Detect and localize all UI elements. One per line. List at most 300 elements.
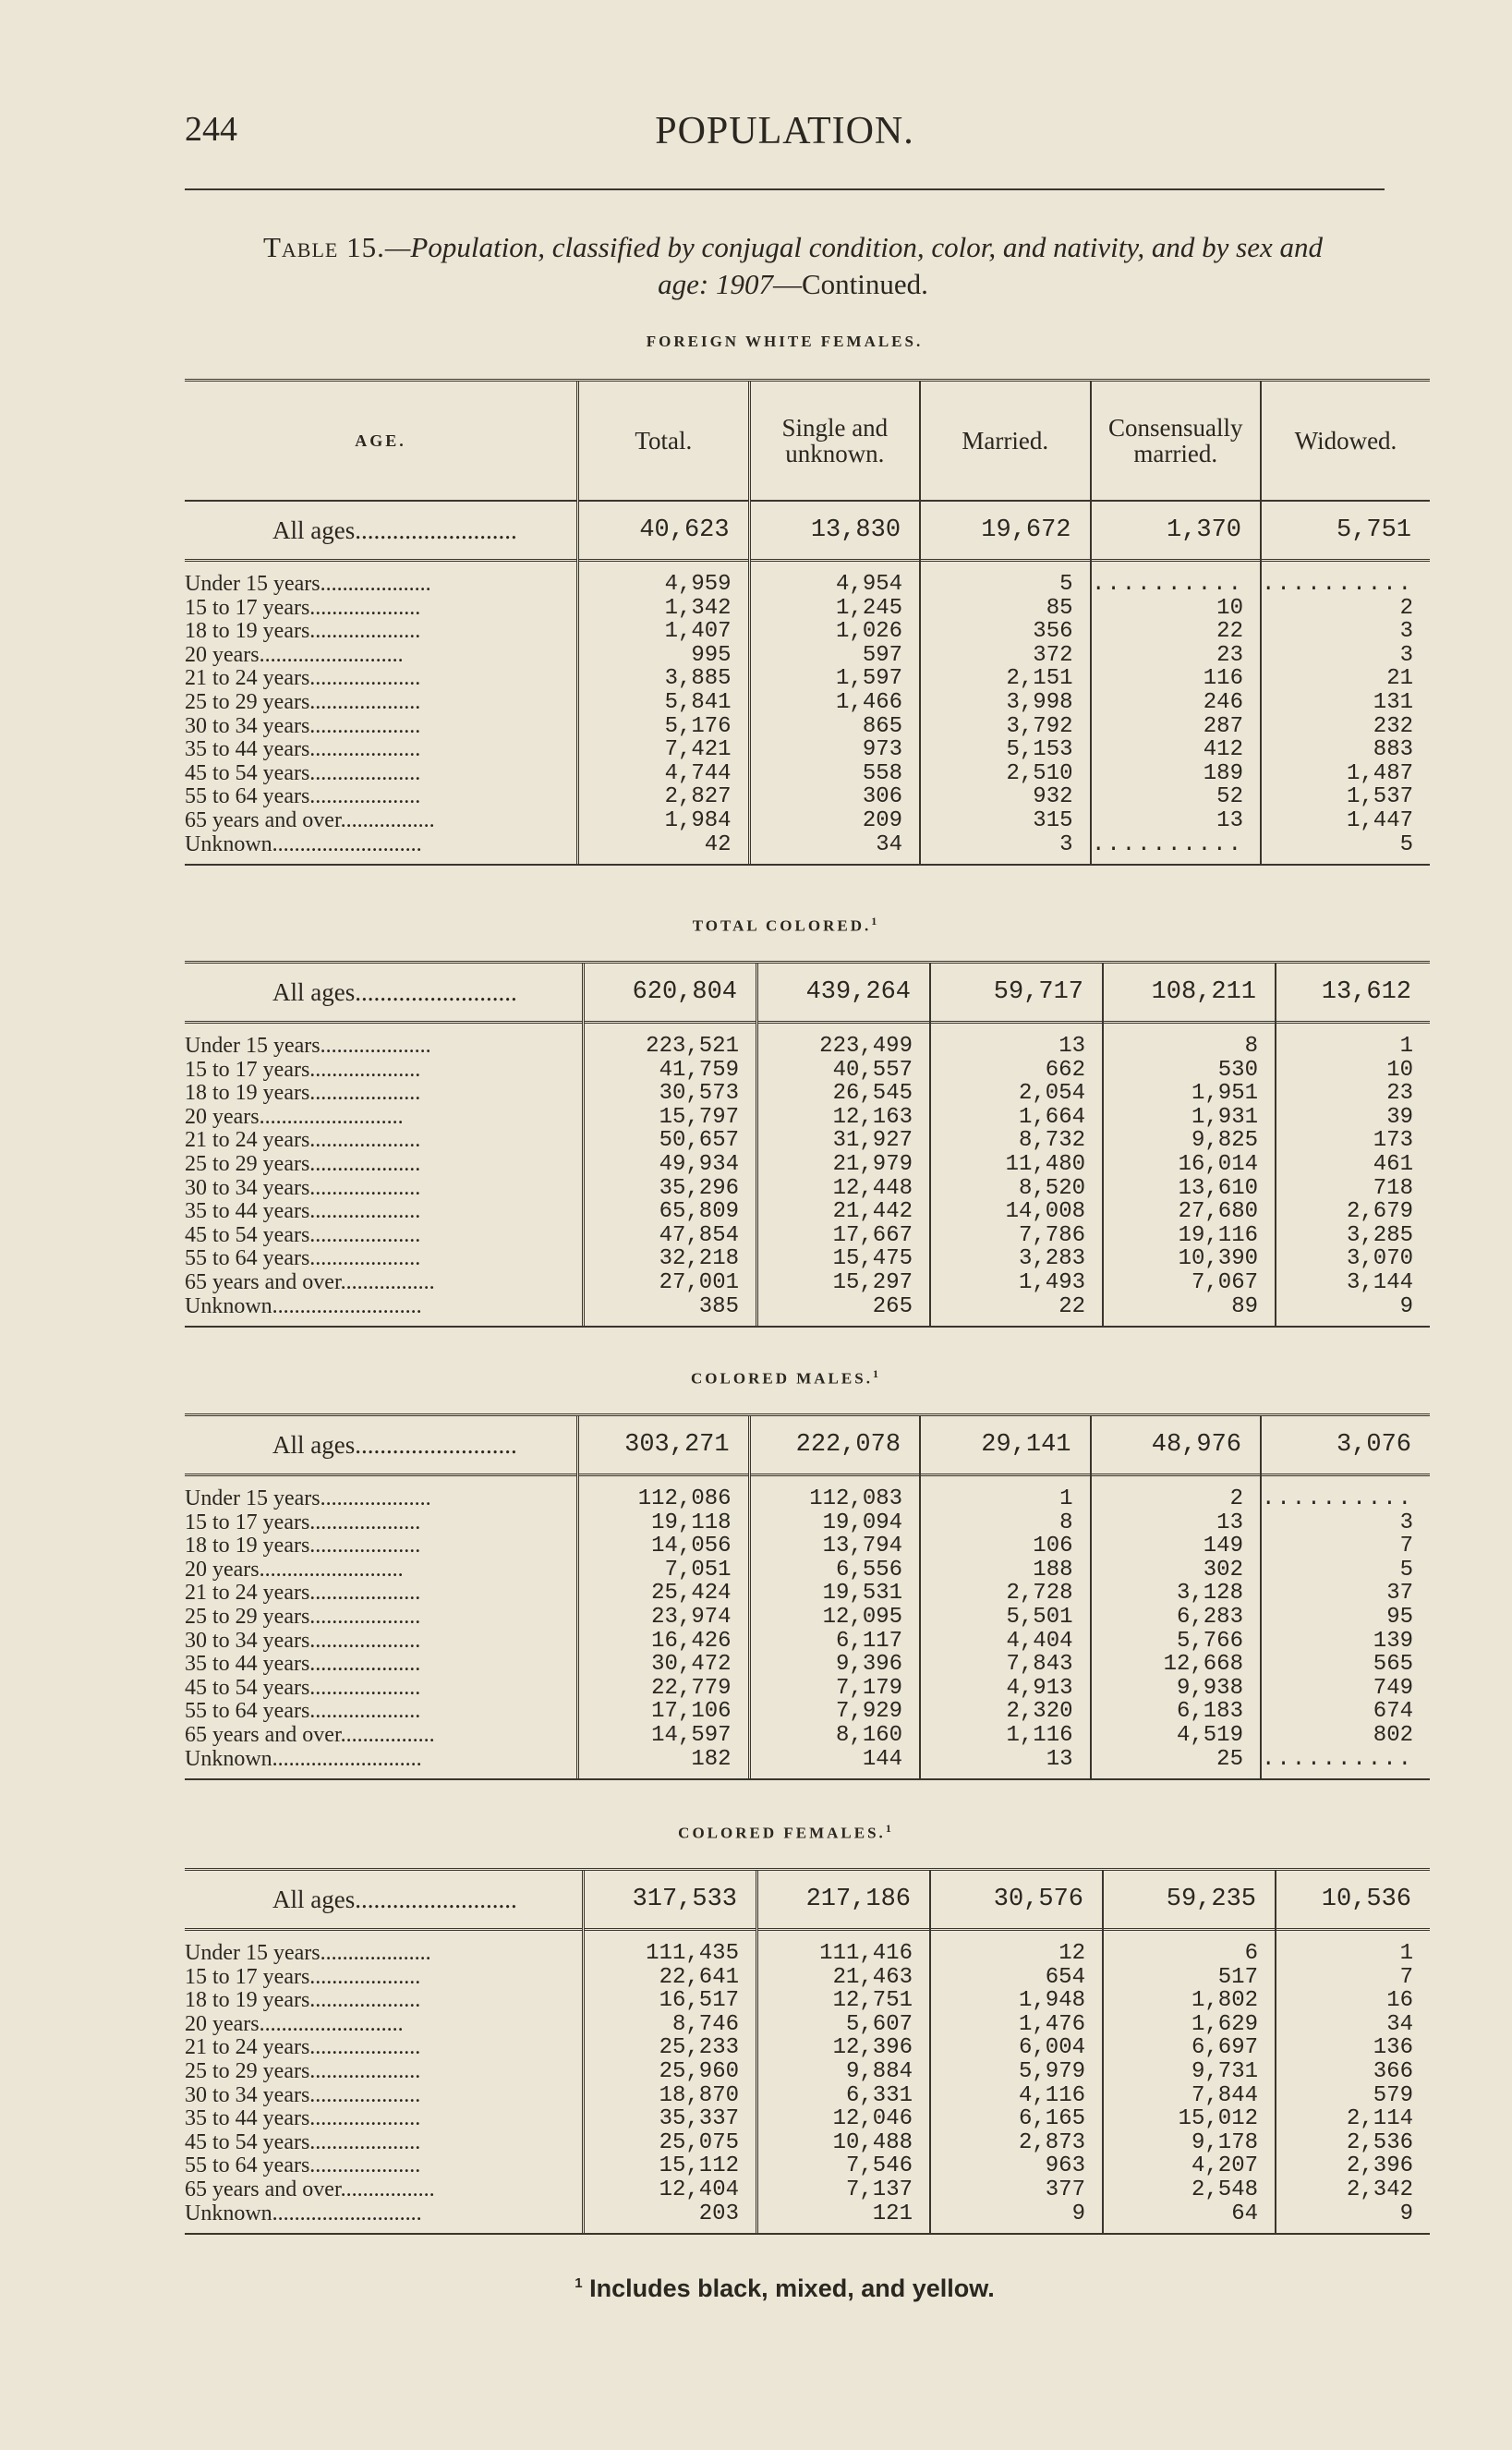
table-cell: 1 — [1059, 1486, 1073, 1511]
table-cell: 6,331 — [845, 2082, 913, 2108]
table-cell: 10,488 — [832, 2129, 913, 2155]
table-cell: 3 — [1399, 619, 1414, 645]
table-cell: 9,178 — [1191, 2129, 1258, 2155]
value-rows — [1104, 1931, 1275, 2233]
table-cell: 306 — [862, 784, 903, 810]
table-cell: 25,960 — [659, 2058, 739, 2084]
all-ages-value: 10,536 — [1276, 1871, 1430, 1931]
table-cell: 35,296 — [659, 1175, 739, 1201]
table-cell: 89 — [1231, 1293, 1258, 1319]
table-cell: 802 — [1373, 1722, 1414, 1748]
table-cell: 14,597 — [651, 1722, 732, 1748]
table-cell: 149 — [1203, 1534, 1243, 1559]
table-cell: 1,245 — [836, 595, 903, 621]
age-label: 20 years.......................... — [185, 1557, 404, 1582]
table-cell: 47,854 — [659, 1222, 739, 1248]
table-cell: 12,163 — [832, 1104, 913, 1130]
table-cell: 10,390 — [1178, 1246, 1258, 1272]
table-cell: 6 — [1244, 1941, 1258, 1966]
table-cell: 302 — [1203, 1557, 1243, 1583]
age-label: 30 to 34 years.................... — [185, 1628, 421, 1653]
section-title-text: FOREIGN WHITE FEMALES. — [646, 333, 924, 350]
table-cell: 173 — [1373, 1128, 1413, 1154]
value-rows — [1092, 562, 1260, 864]
age-rows — [185, 562, 576, 864]
table-cell: 189 — [1203, 760, 1243, 786]
age-label: 45 to 54 years.................... — [185, 1675, 421, 1700]
age-label: 15 to 17 years.................... — [185, 1964, 421, 1989]
all-ages-value: 439,264 — [758, 964, 929, 1024]
column-married — [931, 964, 1104, 1326]
column-married — [921, 1416, 1091, 1778]
section-title-text: TOTAL COLORED. — [692, 916, 872, 935]
all-ages-value: 59,235 — [1104, 1871, 1275, 1931]
table-cell: 7,179 — [836, 1675, 903, 1701]
age-label: Unknown........................... — [185, 1746, 422, 1771]
table-cell: 6,004 — [1018, 2035, 1085, 2061]
table-cell: 12,751 — [832, 1988, 913, 2014]
table-cell: 5,607 — [845, 2011, 913, 2037]
data-table — [185, 1413, 1430, 1780]
table-cell: 7,786 — [1018, 1222, 1085, 1248]
age-label: 45 to 54 years.................... — [185, 1222, 421, 1247]
age-label: 45 to 54 years.................... — [185, 2129, 421, 2154]
table-cell: 8,732 — [1018, 1128, 1085, 1154]
table-cell: 9,396 — [836, 1652, 903, 1678]
table-cell: 932 — [1033, 784, 1073, 810]
table-cell: .......... — [1261, 1486, 1414, 1511]
table-cell: 9,938 — [1176, 1675, 1243, 1701]
data-table — [185, 379, 1430, 866]
table-cell: 25,233 — [659, 2035, 739, 2061]
table-cell: 7,843 — [1006, 1652, 1073, 1678]
table-cell: 11,480 — [1005, 1151, 1085, 1177]
all-ages-label: All ages.......................... — [185, 502, 576, 562]
table-cell: 7,067 — [1191, 1269, 1258, 1295]
column-consensual — [1104, 1871, 1276, 2233]
table-cell: 9 — [1399, 2201, 1413, 2226]
running-title: POPULATION. — [655, 110, 914, 152]
table-cell: 10 — [1216, 595, 1243, 621]
all-ages-value: 5,751 — [1262, 502, 1430, 562]
table-cell: 5,176 — [664, 713, 732, 739]
table-cell: 22,779 — [651, 1675, 732, 1701]
table-cell: 5,501 — [1006, 1604, 1073, 1630]
table-cell: 5,153 — [1006, 737, 1073, 763]
table-title-suffix: —Continued. — [772, 268, 928, 300]
value-rows — [751, 1476, 919, 1778]
value-rows — [585, 1931, 756, 2233]
age-label: 65 years and over................. — [185, 1722, 435, 1747]
table-cell: .......... — [1091, 572, 1243, 597]
table-cell: 15,475 — [832, 1246, 913, 1272]
table-cell: 16,426 — [651, 1628, 732, 1654]
value-rows — [1276, 1024, 1430, 1326]
all-ages-value: 222,078 — [751, 1416, 919, 1476]
age-label: 15 to 17 years.................... — [185, 1057, 421, 1082]
table-cell: 7 — [1399, 1964, 1413, 1990]
table-cell: 3,285 — [1346, 1222, 1413, 1248]
table-cell: 39 — [1386, 1104, 1413, 1130]
table-cell: 6,117 — [836, 1628, 903, 1654]
column-single — [751, 382, 921, 864]
age-label: 20 years.......................... — [185, 1104, 404, 1129]
age-label: 15 to 17 years.................... — [185, 595, 421, 620]
table-cell: 16,014 — [1178, 1151, 1258, 1177]
age-label: 20 years.......................... — [185, 642, 404, 667]
age-label: 25 to 29 years.................... — [185, 2058, 421, 2083]
column-married — [921, 382, 1091, 864]
table-cell: 19,116 — [1178, 1222, 1258, 1248]
table-cell: 37 — [1386, 1581, 1414, 1607]
footnote-text: Includes black, mixed, and yellow. — [589, 2274, 995, 2302]
table-cell: 18,870 — [659, 2082, 739, 2108]
age-label: 55 to 64 years.................... — [185, 1246, 421, 1271]
all-ages-label: All ages.......................... — [185, 964, 582, 1024]
column-single — [758, 1871, 931, 2233]
table-cell: 40,557 — [832, 1057, 913, 1083]
table-cell: 35,337 — [659, 2106, 739, 2132]
column-total — [579, 1416, 750, 1778]
table-cell: 2,548 — [1191, 2177, 1258, 2202]
table-cell: 111,435 — [646, 1941, 739, 1966]
table-cell: 21,463 — [832, 1964, 913, 1990]
value-rows — [1276, 1931, 1430, 2233]
all-ages-value: 303,271 — [579, 1416, 747, 1476]
table-cell: 7,051 — [664, 1557, 732, 1583]
table-cell: 2,320 — [1006, 1699, 1073, 1725]
table-cell: 1,664 — [1018, 1104, 1085, 1130]
table-cell: 6,283 — [1176, 1604, 1243, 1630]
table-cell: 223,521 — [646, 1034, 739, 1059]
all-ages-value: 317,533 — [585, 1871, 756, 1931]
table-cell: 1,487 — [1347, 760, 1414, 786]
table-cell: 232 — [1373, 713, 1414, 739]
table-cell: 4,959 — [664, 572, 732, 597]
table-cell: 3,792 — [1006, 713, 1073, 739]
table-cell: 8,160 — [836, 1722, 903, 1748]
age-label: 20 years.......................... — [185, 2011, 404, 2036]
age-label: 25 to 29 years.................... — [185, 689, 421, 714]
table-cell: 12,046 — [832, 2106, 913, 2132]
table-cell: 356 — [1033, 619, 1073, 645]
table-cell: 27,001 — [659, 1269, 739, 1295]
table-cell: 13,610 — [1178, 1175, 1258, 1201]
table-cell: 1 — [1399, 1034, 1413, 1059]
table-cell: 15,797 — [659, 1104, 739, 1130]
table-cell: 139 — [1373, 1628, 1414, 1654]
table-cell: 23 — [1216, 642, 1243, 668]
column-single — [751, 1416, 921, 1778]
column-single — [758, 964, 931, 1326]
age-label: 35 to 44 years.................... — [185, 1652, 421, 1677]
table-cell: 1 — [1399, 1941, 1413, 1966]
value-rows — [1092, 1476, 1260, 1778]
column-consensual — [1092, 382, 1262, 864]
value-rows — [1262, 1476, 1430, 1778]
column-header-married: Married. — [921, 382, 1089, 502]
table-cell: 15,012 — [1178, 2106, 1258, 2132]
table-label: Table 15. — [262, 231, 385, 263]
age-label: 35 to 44 years.................... — [185, 1199, 421, 1224]
table-cell: 1,026 — [836, 619, 903, 645]
table-cell: 188 — [1033, 1557, 1073, 1583]
section-footnote-mark: 1 — [872, 1367, 878, 1380]
column-widowed — [1262, 382, 1430, 864]
table-cell: 30,573 — [659, 1081, 739, 1107]
table-cell: 12,668 — [1163, 1652, 1243, 1678]
table-cell: 17,667 — [832, 1222, 913, 1248]
value-rows — [1262, 562, 1430, 864]
table-cell: 1,984 — [664, 807, 732, 833]
table-cell: 2,396 — [1346, 2153, 1413, 2179]
age-label: Under 15 years.................... — [185, 1034, 431, 1058]
table-title-text: —Population, classified by conjugal condition, color, and nativity, and by sex and age: 1907 — [384, 231, 1323, 300]
table-cell: 12,095 — [822, 1604, 903, 1630]
table-cell: 4,954 — [836, 572, 903, 597]
table-cell: 2 — [1229, 1486, 1243, 1511]
all-ages-value: 13,830 — [751, 502, 919, 562]
table-cell: 19,118 — [651, 1510, 732, 1535]
table-cell: 31,927 — [832, 1128, 913, 1154]
table-cell: 4,913 — [1006, 1675, 1073, 1701]
data-table — [185, 961, 1430, 1328]
table-cell: 65,809 — [659, 1199, 739, 1225]
age-rows — [185, 1931, 582, 2233]
table-cell: 21 — [1386, 666, 1414, 692]
age-column — [185, 964, 585, 1326]
table-cell: 182 — [691, 1746, 732, 1772]
all-ages-value: 40,623 — [579, 502, 747, 562]
table-cell: 4,744 — [664, 760, 732, 786]
table-cell: 1,447 — [1347, 807, 1414, 833]
section-title-text: COLORED MALES. — [691, 1369, 873, 1388]
table-cell: 9,884 — [845, 2058, 913, 2084]
column-header-age: AGE. — [185, 382, 576, 502]
table-cell: 25,075 — [659, 2129, 739, 2155]
column-consensual — [1092, 1416, 1262, 1778]
table-cell: 16,517 — [659, 1988, 739, 2014]
table-cell: 265 — [872, 1293, 913, 1319]
age-label: 21 to 24 years.................... — [185, 666, 421, 691]
table-cell: 2,679 — [1346, 1199, 1413, 1225]
table-cell: 579 — [1373, 2082, 1413, 2108]
section-footnote-mark: 1 — [871, 915, 877, 928]
all-ages-value: 48,976 — [1092, 1416, 1260, 1476]
table-cell: 1,948 — [1018, 1988, 1085, 2014]
column-header-consensual: Consensually married. — [1092, 382, 1260, 502]
section-title — [185, 915, 1385, 936]
footnote — [185, 2274, 1385, 2303]
table-cell: 1,629 — [1191, 2011, 1258, 2037]
age-label: 18 to 19 years.................... — [185, 1534, 421, 1559]
table-cell: 12,396 — [832, 2035, 913, 2061]
table-cell: 1,931 — [1191, 1104, 1258, 1130]
table-columns — [185, 1871, 1430, 2233]
value-rows — [1104, 1024, 1275, 1326]
table-cell: 3,998 — [1006, 689, 1073, 715]
column-header-total: Total. — [579, 382, 747, 502]
table-cell: 41,759 — [659, 1057, 739, 1083]
value-rows — [758, 1931, 929, 2233]
table-cell: 5 — [1399, 1557, 1414, 1583]
all-ages-value: 59,717 — [931, 964, 1102, 1024]
table-cell: 22 — [1216, 619, 1243, 645]
table-cell: 377 — [1045, 2177, 1085, 2202]
table-cell: 7,421 — [664, 737, 732, 763]
page-number: 244 — [185, 110, 237, 149]
table-cell: 23,974 — [651, 1604, 732, 1630]
age-label: 30 to 34 years.................... — [185, 2082, 421, 2107]
column-widowed — [1276, 964, 1430, 1326]
table-cell: 315 — [1033, 807, 1073, 833]
table-cell: 1,493 — [1018, 1269, 1085, 1295]
age-label: 30 to 34 years.................... — [185, 1175, 421, 1200]
age-label: 45 to 54 years.................... — [185, 760, 421, 785]
data-table — [185, 1868, 1430, 2235]
table-cell: 112,083 — [809, 1486, 903, 1511]
all-ages-value: 1,370 — [1092, 502, 1260, 562]
column-widowed — [1276, 1871, 1430, 2233]
table-cell: 49,934 — [659, 1151, 739, 1177]
table-cell: 2,827 — [664, 784, 732, 810]
age-label: 65 years and over................. — [185, 2177, 435, 2201]
table-cell: 209 — [862, 807, 903, 833]
table-cell: 4,207 — [1191, 2153, 1258, 2179]
value-rows — [579, 1476, 747, 1778]
table-cell: 12,448 — [832, 1175, 913, 1201]
table-cell: 749 — [1373, 1675, 1414, 1701]
table-cell: 1,951 — [1191, 1081, 1258, 1107]
table-cell: 1,476 — [1018, 2011, 1085, 2037]
table-cell: 30,472 — [651, 1652, 732, 1678]
table-cell: 223,499 — [819, 1034, 913, 1059]
table-cell: 461 — [1373, 1151, 1413, 1177]
table-cell: 5,979 — [1018, 2058, 1085, 2084]
column-header-single: Single and unknown. — [751, 382, 919, 502]
age-column — [185, 382, 579, 864]
table-cell: 136 — [1373, 2035, 1413, 2061]
table-cell: 121 — [872, 2201, 913, 2226]
value-rows — [758, 1024, 929, 1326]
table-cell: 8,746 — [671, 2011, 739, 2037]
table-cell: 517 — [1217, 1964, 1258, 1990]
all-ages-value: 108,211 — [1104, 964, 1275, 1024]
value-rows — [751, 562, 919, 864]
all-ages-value: 19,672 — [921, 502, 1089, 562]
section-title-text: COLORED FEMALES. — [678, 1824, 886, 1842]
table-cell: 7,929 — [836, 1699, 903, 1725]
age-label: 55 to 64 years.................... — [185, 784, 421, 809]
table-cell: 15,297 — [832, 1269, 913, 1295]
table-cell: 1,597 — [836, 666, 903, 692]
age-label: 25 to 29 years.................... — [185, 1151, 421, 1176]
table-cell: 10 — [1386, 1057, 1413, 1083]
table-cell: 8,520 — [1018, 1175, 1085, 1201]
table-cell: 1,537 — [1347, 784, 1414, 810]
table-cell: 50,657 — [659, 1128, 739, 1154]
value-rows — [921, 562, 1089, 864]
age-label: 15 to 17 years.................... — [185, 1510, 421, 1534]
column-total — [579, 382, 750, 864]
table-cell: 2,114 — [1346, 2106, 1413, 2132]
age-label: 30 to 34 years.................... — [185, 713, 421, 738]
age-label: 18 to 19 years.................... — [185, 1081, 421, 1106]
age-rows — [185, 1476, 576, 1778]
table-cell: 995 — [691, 642, 732, 668]
table-cell: 85 — [1046, 595, 1073, 621]
all-ages-value: 3,076 — [1262, 1416, 1430, 1476]
table-cell: 718 — [1373, 1175, 1413, 1201]
table-cell: 22,641 — [659, 1964, 739, 1990]
table-cell: 3,144 — [1346, 1269, 1413, 1295]
table-cell: 23 — [1386, 1081, 1413, 1107]
table-cell: 865 — [862, 713, 903, 739]
section-title — [185, 1367, 1385, 1389]
table-cell: 13,794 — [822, 1534, 903, 1559]
table-cell: 372 — [1033, 642, 1073, 668]
table-cell: 654 — [1045, 1964, 1085, 1990]
column-married — [931, 1871, 1104, 2233]
all-ages-value: 30,576 — [931, 1871, 1102, 1931]
all-ages-value: 217,186 — [758, 1871, 929, 1931]
table-columns — [185, 382, 1430, 864]
table-cell: 95 — [1386, 1604, 1414, 1630]
table-cell: .......... — [1261, 572, 1414, 597]
age-label: 18 to 19 years.................... — [185, 619, 421, 644]
table-cell: 366 — [1373, 2058, 1413, 2084]
table-cell: 9,731 — [1191, 2058, 1258, 2084]
table-cell: 42 — [704, 831, 732, 857]
all-ages-label: All ages.......................... — [185, 1871, 582, 1931]
table-cell: 597 — [862, 642, 903, 668]
table-cell: 64 — [1231, 2201, 1258, 2226]
table-cell: 6,165 — [1018, 2106, 1085, 2132]
table-columns — [185, 964, 1430, 1326]
table-cell: .......... — [1261, 1746, 1414, 1772]
all-ages-value: 29,141 — [921, 1416, 1089, 1476]
table-cell: 662 — [1045, 1057, 1085, 1083]
table-cell: 131 — [1373, 689, 1414, 715]
table-cell: 52 — [1216, 784, 1243, 810]
table-cell: 6,556 — [836, 1557, 903, 1583]
table-cell: 2,536 — [1346, 2129, 1413, 2155]
age-label: 21 to 24 years.................... — [185, 1128, 421, 1153]
table-cell: 385 — [698, 1293, 739, 1319]
table-cell: 5 — [1059, 572, 1073, 597]
age-label: Under 15 years.................... — [185, 572, 431, 596]
page-header — [185, 109, 1385, 164]
age-label: 35 to 44 years.................... — [185, 2106, 421, 2131]
table-cell: 1,466 — [836, 689, 903, 715]
value-rows — [931, 1931, 1102, 2233]
table-cell: 246 — [1203, 689, 1243, 715]
table-cell: 3,070 — [1346, 1246, 1413, 1272]
table-cell: 21,979 — [832, 1151, 913, 1177]
table-cell: 973 — [862, 737, 903, 763]
table-cell: 116 — [1203, 666, 1243, 692]
table-cell: 9 — [1071, 2201, 1085, 2226]
table-cell: 2 — [1399, 595, 1414, 621]
section-title — [185, 1822, 1385, 1843]
column-widowed — [1262, 1416, 1430, 1778]
table-cell: 21,442 — [832, 1199, 913, 1225]
all-ages-label: All ages.......................... — [185, 1416, 576, 1476]
all-ages-value: 13,612 — [1276, 964, 1430, 1024]
table-cell: 4,519 — [1176, 1722, 1243, 1748]
table-cell: 34 — [876, 831, 903, 857]
age-label: Under 15 years.................... — [185, 1486, 431, 1510]
